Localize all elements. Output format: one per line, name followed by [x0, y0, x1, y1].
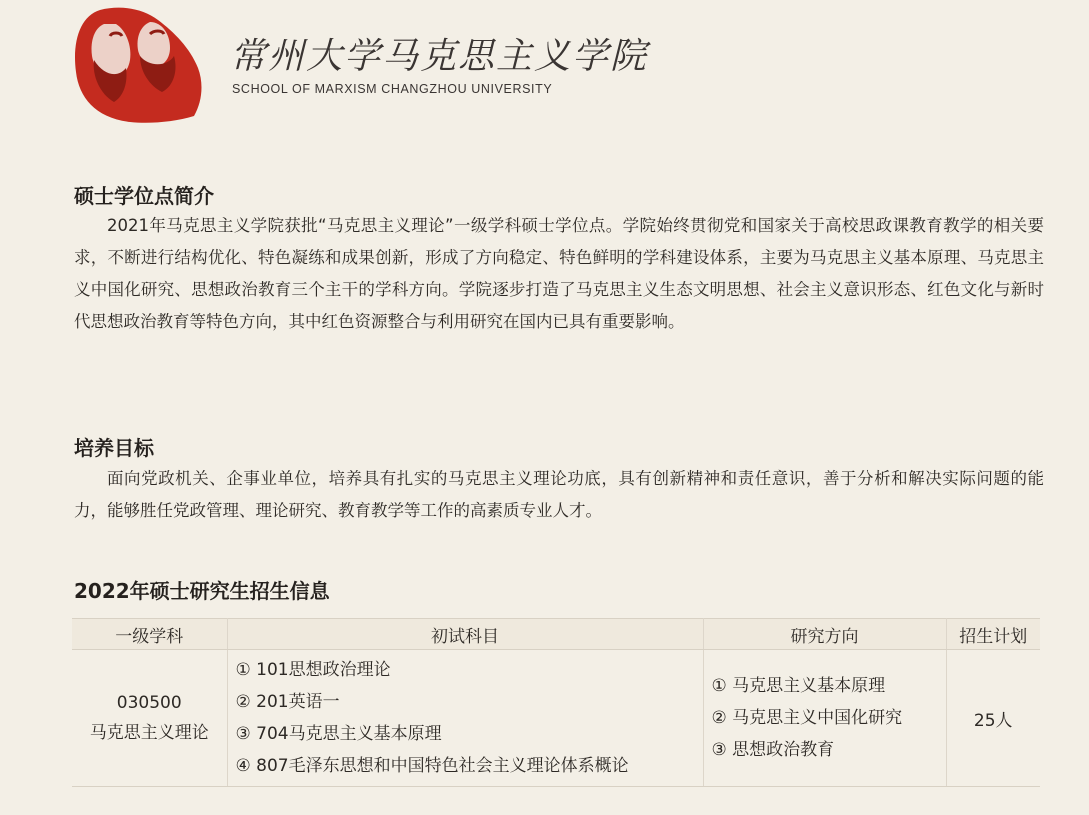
brand-english-name: SCHOOL OF MARXISM CHANGZHOU UNIVERSITY	[232, 82, 553, 96]
discipline-code: 030500	[116, 693, 182, 713]
admission-section-title: 2022年硕士研究生招生信息	[74, 579, 330, 603]
exam-subject-item: ④ 807毛泽东思想和中国特色社会主义理论体系概论	[235, 756, 629, 776]
intro-paragraph: 2021年马克思主义学院获批“马克思主义理论”一级学科硕士学位点。学院始终贯彻党和国家关于高校思政课教育教学的相关要求，不断进行结构优化、特色凝练和成果创新，形成了方向稳定、特色鲜明的学科建设体系，主要为马克思主义基本原理、马克思主义中国化研究、思想政治教育三个主干的学科方向。学院逐步打造了马克思主义生态文明思想、社会主义意识形态、红色文化与新时代思想政治教育等特色方向，其中红色资源整合与利用研究在国内已具有重要影响。	[74, 216, 1044, 331]
header-exam-subjects: 初试科目	[227, 619, 703, 650]
research-directions-cell	[703, 650, 946, 787]
exam-subject-item: ① 101思想政治理论	[235, 660, 391, 680]
header	[70, 2, 649, 127]
goal-paragraph: 面向党政机关、企事业单位，培养具有扎实的马克思主义理论功底，具有创新精神和责任意识，善于分析和解决实际问题的能力，能够胜任党政管理、理论研究、教育教学等工作的高素质专业人才。	[74, 469, 1044, 520]
marx-engels-logo	[70, 2, 210, 124]
table-row	[72, 650, 1040, 787]
research-direction-item: ② 马克思主义中国化研究	[711, 708, 903, 728]
research-direction-item: ③ 思想政治教育	[711, 740, 835, 760]
header-research-direction: 研究方向	[703, 619, 946, 650]
admission-table	[72, 618, 1040, 787]
exam-subjects-cell	[227, 650, 703, 787]
intro-section-title: 硕士学位点简介	[74, 184, 214, 208]
discipline-name: 马克思主义理论	[89, 723, 209, 743]
exam-subject-item: ③ 704马克思主义基本原理	[235, 724, 442, 744]
table-header-row	[72, 619, 1040, 650]
brand-chinese-name: 常州大学马克思主义学院	[230, 36, 649, 77]
header-discipline: 一级学科	[72, 619, 227, 650]
discipline-cell	[72, 650, 227, 787]
exam-subject-item: ② 201英语一	[235, 692, 340, 712]
research-direction-item: ① 马克思主义基本原理	[711, 676, 886, 696]
enrollment-plan-cell: 25人	[946, 650, 1040, 787]
header-enrollment-plan: 招生计划	[946, 619, 1040, 650]
goal-section-title: 培养目标	[74, 436, 154, 460]
